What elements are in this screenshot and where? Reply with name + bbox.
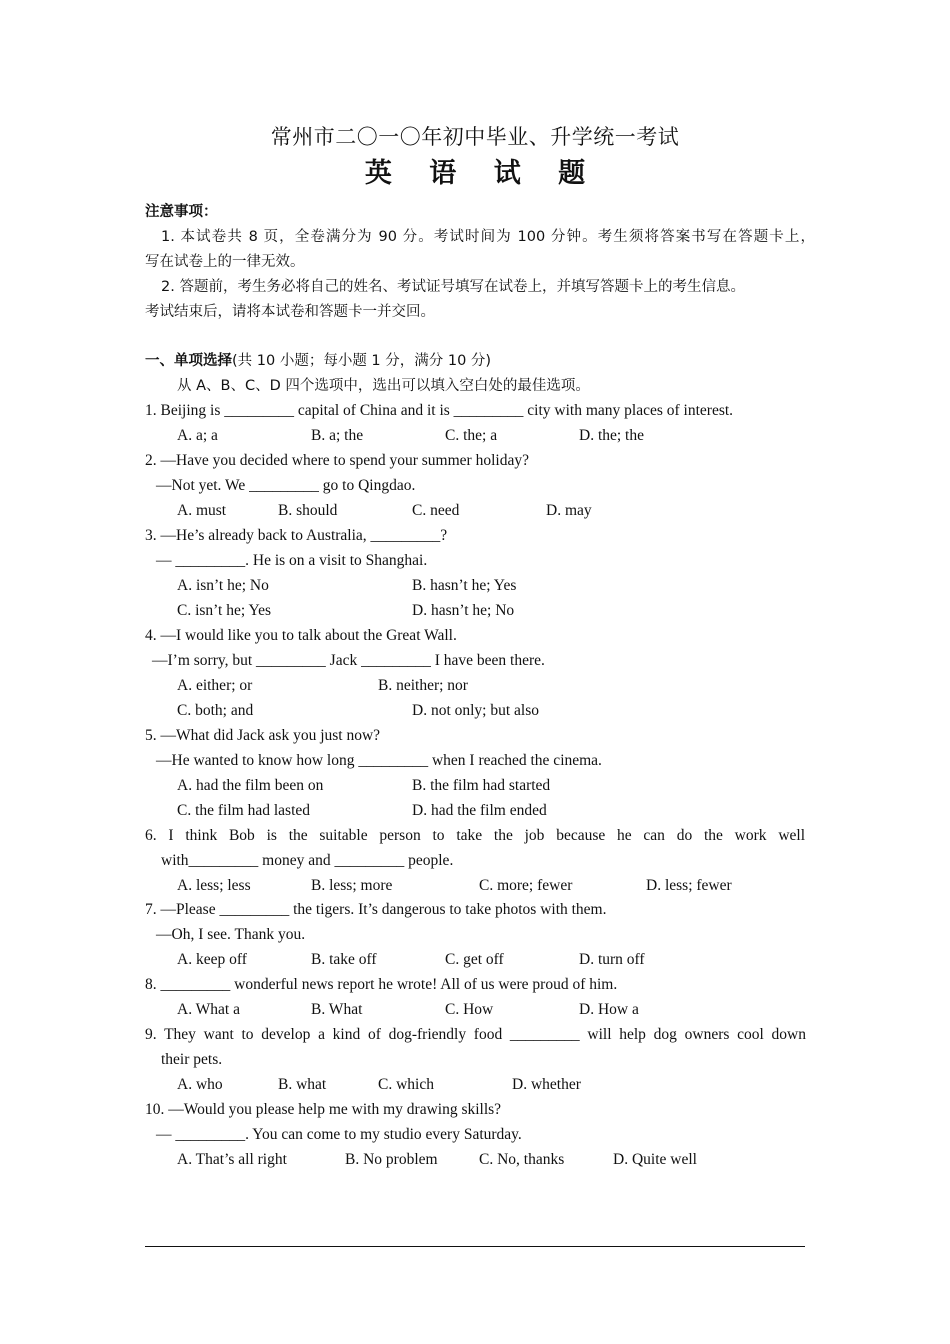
question-stem: 4. —I would like you to talk about the Great Wall.: [145, 627, 457, 644]
option-a: A. What a: [177, 1001, 240, 1018]
option-b: B. neither; nor: [378, 677, 468, 694]
option-d: D. hasn’t he; No: [412, 602, 515, 619]
option-b: B. a; the: [311, 427, 364, 444]
option-a: A. either; or: [177, 677, 253, 694]
option-c: C. more; fewer: [479, 877, 573, 894]
question-stem-cont: their pets.: [161, 1051, 223, 1068]
option-b: B. should: [278, 502, 338, 519]
notes-item-2: 2. 答题前，考生务必将自己的姓名、考试证号填写在试卷上，并填写答题卡上的考生信息。: [161, 279, 745, 295]
option-c: C. get off: [445, 951, 504, 968]
question-stem: 3. —He’s already back to Australia, _________?: [145, 527, 448, 544]
option-a: A. who: [177, 1076, 223, 1093]
question-stem: 2. —Have you decided where to spend your summer holiday?: [145, 452, 529, 469]
option-c: C. which: [378, 1076, 434, 1093]
option-b: B. No problem: [345, 1151, 438, 1168]
option-d: D. less; fewer: [646, 877, 732, 894]
option-a: A. keep off: [177, 951, 247, 968]
question-response: — _________. He is on a visit to Shanghai.: [156, 552, 428, 569]
option-c: C. the film had lasted: [177, 802, 311, 819]
section-scoring: (共 10 小题；每小题 1 分，满分 10 分): [232, 353, 492, 369]
question-response: —I’m sorry, but _________ Jack _________ I have been there.: [152, 652, 545, 669]
question-response: —Oh, I see. Thank you.: [156, 926, 306, 943]
option-b: B. less; more: [311, 877, 393, 894]
question-stem: 5. —What did Jack ask you just now?: [145, 727, 381, 744]
question-response: —He wanted to know how long _________ when I reached the cinema.: [156, 752, 602, 769]
exam-subtitle: 英 语 试 题: [364, 158, 600, 189]
option-c: C. the; a: [445, 427, 498, 444]
option-a: A. a; a: [177, 427, 218, 444]
option-d: D. Quite well: [613, 1151, 697, 1168]
question-stem: 6. I think Bob is the suitable person to take the job because he can do the work well: [145, 827, 805, 844]
notes-heading: 注意事项：: [145, 204, 218, 220]
option-d: D. had the film ended: [412, 802, 547, 819]
footer-divider: [145, 1246, 805, 1247]
question-response: — _________. You can come to my studio every Saturday.: [156, 1126, 522, 1143]
option-d: D. the; the: [579, 427, 644, 444]
question-stem: 10. —Would you please help me with my drawing skills?: [145, 1101, 502, 1118]
question-stem: 1. Beijing is _________ capital of China and it is _________ city with many places of interest.: [145, 402, 734, 419]
option-c: C. need: [412, 502, 460, 519]
notes-item-2-cont: 考试结束后，请将本试卷和答题卡一并交回。: [145, 304, 435, 320]
option-d: D. not only; but also: [412, 702, 540, 719]
option-d: D. whether: [512, 1076, 581, 1093]
exam-title: 常州市二〇一〇年初中毕业、升学统一考试: [270, 125, 680, 149]
option-c: C. No, thanks: [479, 1151, 565, 1168]
section-title: 一、单项选择: [145, 353, 232, 369]
question-stem: 7. —Please _________ the tigers. It’s dangerous to take photos with them.: [145, 901, 607, 918]
section-heading: [145, 351, 491, 371]
option-b: B. What: [311, 1001, 363, 1018]
option-c: C. both; and: [177, 702, 254, 719]
option-b: B. take off: [311, 951, 377, 968]
option-d: D. turn off: [579, 951, 645, 968]
option-c: C. How: [445, 1001, 494, 1018]
section-instruction: 从 A、B、C、D 四个选项中，选出可以填入空白处的最佳选项。: [177, 378, 590, 394]
option-a: A. less; less: [177, 877, 251, 894]
question-response: —Not yet. We _________ go to Qingdao.: [156, 477, 416, 494]
question-stem: 9. They want to develop a kind of dog-friendly food _________ will help dog owners cool down: [145, 1026, 806, 1043]
option-a: A. had the film been on: [177, 777, 324, 794]
option-b: B. what: [278, 1076, 327, 1093]
option-a: A. That’s all right: [177, 1151, 287, 1168]
question-stem: 8. _________ wonderful news report he wrote! All of us were proud of him.: [145, 976, 618, 993]
option-d: D. may: [546, 502, 592, 519]
option-d: D. How a: [579, 1001, 639, 1018]
option-a: A. isn’t he; No: [177, 577, 269, 594]
option-a: A. must: [177, 502, 227, 519]
notes-item-1: 1. 本试卷共 8 页，全卷满分为 90 分。考试时间为 100 分钟。考生须将答案书写在答题卡上，: [161, 229, 815, 245]
question-stem-cont: with_________ money and _________ people.: [161, 852, 454, 869]
option-b: B. the film had started: [412, 777, 551, 794]
option-c: C. isn’t he; Yes: [177, 602, 272, 619]
option-b: B. hasn’t he; Yes: [412, 577, 517, 594]
notes-item-1-cont: 写在试卷上的一律无效。: [145, 254, 305, 270]
